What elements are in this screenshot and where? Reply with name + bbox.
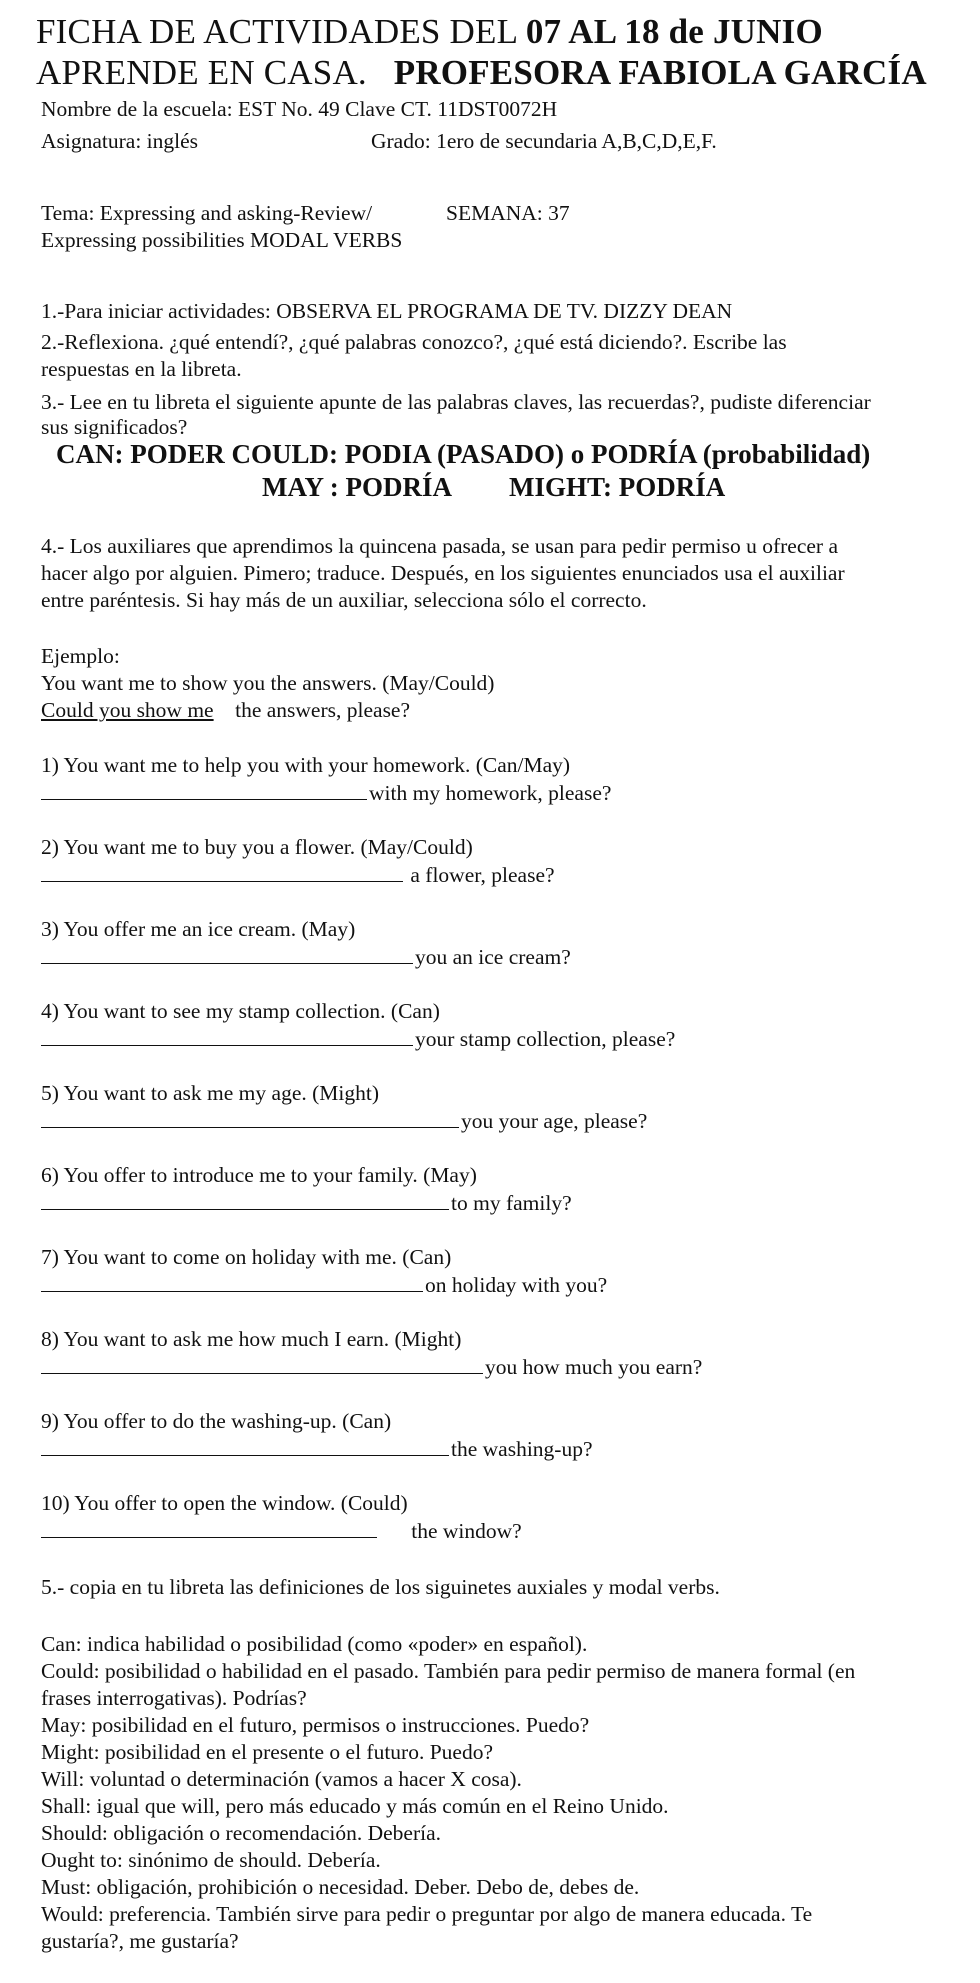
step-2-line-1: 2.-Reflexiona. ¿qué entendí?, ¿qué palabras conozco?, ¿qué está diciendo?. Escribe las <box>41 330 787 354</box>
exercise-5-completion: you your age, please? <box>461 1109 648 1133</box>
exercise-2-answer-line <box>41 861 555 888</box>
exercise-3-answer-line <box>41 943 571 970</box>
subject-info: Asignatura: inglés <box>41 129 199 153</box>
exercise-7-prompt: 7) You want to come on holiday with me. (Can) <box>41 1245 452 1269</box>
instructions-line-2: hacer algo por alguien. Pimero; traduce. Después, en los siguientes enunciados usa el auxiliar <box>41 561 845 585</box>
exercise-6-prompt: 6) You offer to introduce me to your family. (May) <box>41 1163 477 1187</box>
exercise-3-prompt: 3) You offer me an ice cream. (May) <box>41 917 356 941</box>
exercise-1-answer-line <box>41 779 611 806</box>
example-answer: Could you show me <box>41 698 214 722</box>
answer-blank-9[interactable] <box>41 1435 449 1456</box>
step-1: 1.-Para iniciar actividades: OBSERVA EL PROGRAMA DE TV. DIZZY DEAN <box>41 299 733 323</box>
exercise-5-answer-line <box>41 1107 647 1134</box>
exercise-8-answer-line <box>41 1353 702 1380</box>
definition-line: Would: preferencia. También sirve para pedir o preguntar por algo de manera educada. Te <box>41 1902 813 1926</box>
definition-line: frases interrogativas). Podrías? <box>41 1686 307 1710</box>
exercise-8-completion: you how much you earn? <box>485 1355 703 1379</box>
answer-blank-6[interactable] <box>41 1189 449 1210</box>
exercise-2-completion: a flower, please? <box>410 863 555 887</box>
example-prompt: You want me to show you the answers. (May/Could) <box>41 671 495 695</box>
definition-line: Ought to: sinónimo de should. Debería. <box>41 1848 381 1872</box>
topic-line-1: Tema: Expressing and asking-Review/ <box>41 201 373 225</box>
exercise-1-completion: with my homework, please? <box>369 781 612 805</box>
exercise-4-prompt: 4) You want to see my stamp collection. (Can) <box>41 999 440 1023</box>
example-label: Ejemplo: <box>41 644 120 668</box>
definition-line: Should: obligación o recomendación. Debería. <box>41 1821 442 1845</box>
exercise-9-answer-line <box>41 1435 593 1462</box>
step-2-line-2: respuestas en la libreta. <box>41 357 242 381</box>
exercise-7-completion: on holiday with you? <box>425 1273 608 1297</box>
exercise-4-answer-line <box>41 1025 675 1052</box>
answer-blank-1[interactable] <box>41 779 367 800</box>
exercise-1-prompt: 1) You want me to help you with your homework. (Can/May) <box>41 753 571 777</box>
exercise-3-completion: you an ice cream? <box>415 945 571 969</box>
definition-line: Shall: igual que will, pero más educado y más común en el Reino Unido. <box>41 1794 669 1818</box>
exercise-4-completion: your stamp collection, please? <box>415 1027 676 1051</box>
exercise-9-completion: the washing-up? <box>451 1437 593 1461</box>
example-answer-line <box>41 697 410 723</box>
exercise-2-prompt: 2) You want me to buy you a flower. (May/Could) <box>41 835 473 859</box>
definition-line: Can: indica habilidad o posibilidad (como «poder» en español). <box>41 1632 588 1656</box>
answer-blank-10[interactable] <box>41 1517 377 1538</box>
definitions-intro: 5.- copia en tu libreta las definiciones de los siguinetes auxiales y modal verbs. <box>41 1575 720 1599</box>
exercise-6-answer-line <box>41 1189 572 1216</box>
keyword-might: MIGHT: PODRÍA <box>509 472 726 502</box>
answer-blank-8[interactable] <box>41 1353 483 1374</box>
definition-line: May: posibilidad en el futuro, permisos o instrucciones. Puedo? <box>41 1713 590 1737</box>
grade-info: Grado: 1ero de secundaria A,B,C,D,E,F. <box>371 129 717 153</box>
step-3-line-1: 3.- Lee en tu libreta el siguiente apunte de las palabras claves, las recuerdas?, pudiste diferenciar <box>41 390 871 414</box>
school-info: Nombre de la escuela: EST No. 49 Clave CT. 11DST0072H <box>41 97 558 121</box>
topic-line-2: Expressing possibilities MODAL VERBS <box>41 228 403 252</box>
worksheet-title: FICHA DE ACTIVIDADES DEL 07 AL 18 de JUNIO <box>36 12 823 51</box>
answer-blank-7[interactable] <box>41 1271 423 1292</box>
week-label: SEMANA: 37 <box>446 201 570 225</box>
answer-blank-4[interactable] <box>41 1025 413 1046</box>
exercise-10-completion: the window? <box>411 1519 522 1543</box>
worksheet-subtitle: APRENDE EN CASA. PROFESORA FABIOLA GARCÍA <box>36 53 927 92</box>
answer-blank-5[interactable] <box>41 1107 459 1128</box>
answer-blank-3[interactable] <box>41 943 413 964</box>
answer-blank-2[interactable] <box>41 861 403 882</box>
definition-line: gustaría?, me gustaría? <box>41 1929 239 1953</box>
definition-line: Will: voluntad o determinación (vamos a hacer X cosa). <box>41 1767 522 1791</box>
exercise-5-prompt: 5) You want to ask me my age. (Might) <box>41 1081 379 1105</box>
exercise-10-prompt: 10) You offer to open the window. (Could) <box>41 1491 408 1515</box>
exercise-6-completion: to my family? <box>451 1191 572 1215</box>
instructions-line-3: entre paréntesis. Si hay más de un auxiliar, selecciona sólo el correcto. <box>41 588 647 612</box>
step-3-line-2: sus significados? <box>41 415 188 439</box>
definition-line: Could: posibilidad o habilidad en el pasado. También para pedir permiso de manera formal (en <box>41 1659 856 1683</box>
exercise-8-prompt: 8) You want to ask me how much I earn. (Might) <box>41 1327 462 1351</box>
exercise-9-prompt: 9) You offer to do the washing-up. (Can) <box>41 1409 392 1433</box>
keyword-may: MAY : PODRÍA <box>262 472 452 502</box>
instructions-line-1: 4.- Los auxiliares que aprendimos la quincena pasada, se usan para pedir permiso u ofrecer a <box>41 534 838 558</box>
definition-line: Might: posibilidad en el presente o el futuro. Puedo? <box>41 1740 494 1764</box>
definition-line: Must: obligación, prohibición o necesidad. Deber. Debo de, debes de. <box>41 1875 640 1899</box>
keywords-line-1: CAN: PODER COULD: PODIA (PASADO) o PODRÍA (probabilidad) <box>56 439 871 469</box>
exercise-10-answer-line <box>41 1517 522 1544</box>
exercise-7-answer-line <box>41 1271 607 1298</box>
example-rest: the answers, please? <box>235 698 411 722</box>
